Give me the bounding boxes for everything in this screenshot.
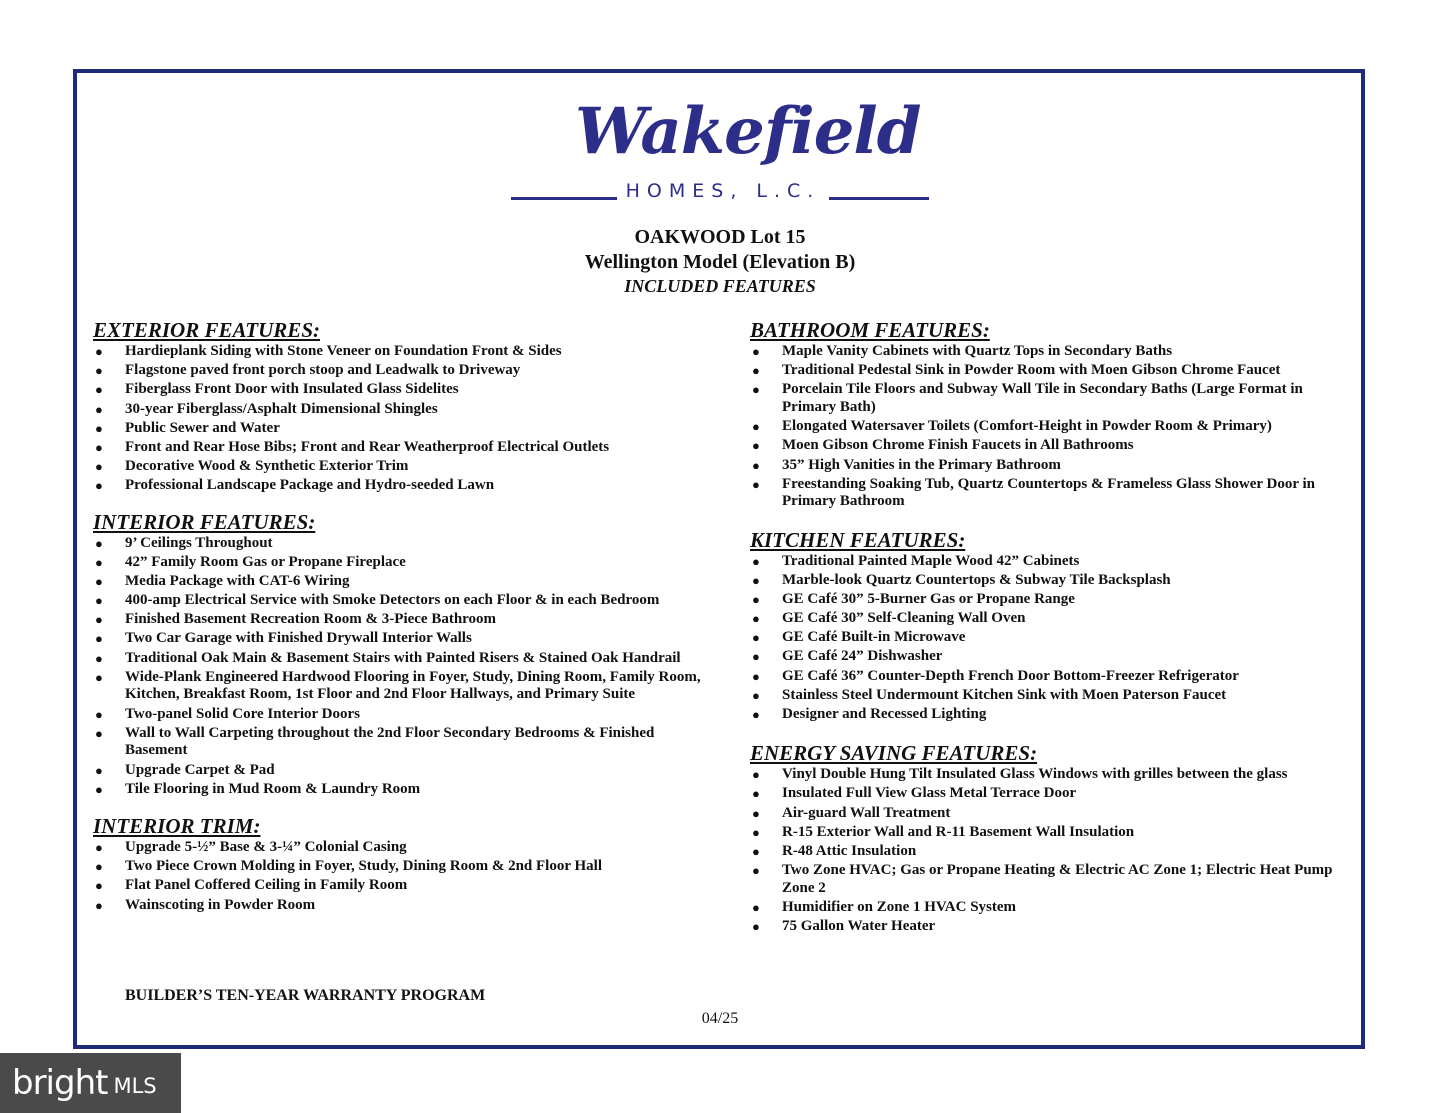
feature-item [93,725,703,760]
logo-subtitle: HOMES, L.C. [625,180,821,202]
feature-item [93,554,703,572]
feature-list [93,839,703,914]
feature-item [93,877,703,895]
feature-list [93,343,703,495]
bullet-icon: ● [95,706,103,722]
feature-text: Wall to Wall Carpeting throughout the 2nd Floor Secondary Bedrooms & Finished Basement [125,724,655,759]
feature-item [750,610,1360,628]
revision-date: 04/25 [701,1010,739,1027]
bullet-icon: ● [95,573,103,589]
feature-item [750,824,1360,842]
feature-text: Wainscoting in Powder Room [125,896,316,913]
logo-rule-left [511,197,617,200]
bullet-icon: ● [752,824,760,840]
included-features-heading: INCLUDED FEATURES [624,276,816,296]
feature-text: Vinyl Double Hung Tilt Insulated Glass Windows with grilles between the glass [782,766,1288,783]
kitchen-section [750,528,1360,724]
feature-text: Insulated Full View Glass Metal Terrace Door [782,785,1077,802]
feature-item [750,418,1360,436]
feature-item [750,766,1360,784]
feature-text: GE Café 24” Dishwasher [782,648,943,665]
feature-text: 75 Gallon Water Heater [782,918,936,935]
section-title: INTERIOR TRIM: [93,813,261,838]
feature-list [93,535,703,799]
bullet-icon: ● [95,650,103,666]
bullet-icon: ● [752,438,760,454]
watermark-suffix: MLS [113,1074,157,1098]
feature-item [93,839,703,857]
feature-text: Two Piece Crown Molding in Foyer, Study, Dining Room & 2nd Floor Hall [125,858,602,875]
bullet-icon: ● [752,805,760,821]
feature-item [93,573,703,591]
watermark-brand: bright [12,1063,108,1103]
feature-item [750,381,1360,416]
feature-item [750,591,1360,609]
bullet-icon: ● [752,419,760,435]
feature-list [750,766,1360,936]
feature-item [93,362,703,380]
feature-text: Elongated Watersaver Toilets (Comfort-Height in Powder Room & Primary) [782,418,1272,435]
feature-text: R-15 Exterior Wall and R-11 Basement Wall Insulation [782,823,1135,840]
bullet-icon: ● [95,420,103,436]
feature-item [93,535,703,553]
bullet-icon: ● [95,382,103,398]
feature-item [93,781,703,799]
feature-item [93,630,703,648]
feature-text: Professional Landscape Package and Hydro-seeded Lawn [125,477,495,494]
energy-section [750,741,1360,936]
feature-text: R-48 Attic Insulation [782,842,917,859]
feature-item [93,458,703,476]
feature-text: Marble-look Quartz Countertops & Subway Tile Backsplash [782,571,1171,588]
bullet-icon: ● [752,591,760,607]
feature-text: 400-amp Electrical Service with Smoke Detectors on each Floor & in each Bedroom [125,592,660,609]
feature-item [93,420,703,438]
bullet-icon: ● [752,863,760,879]
warranty-note: BUILDER’S TEN-YEAR WARRANTY PROGRAM [125,987,486,1004]
section-title: INTERIOR FEATURES: [93,509,316,534]
feature-text: 42” Family Room Gas or Propane Fireplace [125,553,406,570]
feature-text: Stainless Steel Undermount Kitchen Sink with Moen Paterson Faucet [782,686,1227,703]
feature-item [750,343,1360,361]
feature-text: Traditional Painted Maple Wood 42” Cabinets [782,552,1080,569]
feature-item [750,843,1360,861]
title-block [420,225,1020,297]
bullet-icon: ● [752,611,760,627]
feature-item [93,343,703,361]
feature-item [750,629,1360,647]
section-title: ENERGY SAVING FEATURES: [750,741,1038,766]
bullet-icon: ● [752,363,760,379]
bullet-icon: ● [95,439,103,455]
feature-item [93,381,703,399]
bullet-icon: ● [95,897,103,913]
bullet-icon: ● [95,535,103,551]
bright-mls-watermark [0,1053,181,1113]
model-title: Wellington Model (Elevation B) [584,251,856,273]
bullet-icon: ● [752,630,760,646]
feature-item [93,762,703,780]
bullet-icon: ● [95,478,103,494]
logo-rule-right [829,197,929,200]
feature-item [750,648,1360,666]
feature-item [93,592,703,610]
feature-text: Moen Gibson Chrome Finish Faucets in All Bathrooms [782,437,1134,454]
feature-text: Fiberglass Front Door with Insulated Glass Sidelites [125,381,459,398]
feature-item [93,706,703,724]
feature-text: Designer and Recessed Lighting [782,706,987,722]
bullet-icon: ● [95,859,103,875]
interior-trim-section [93,814,703,914]
bullet-icon: ● [752,707,760,722]
feature-item [750,918,1360,936]
feature-text: Two Car Garage with Finished Drywall Interior Walls [125,630,472,647]
feature-item [750,805,1360,823]
logo-script: Wakefield [575,94,921,169]
feature-text: Finished Basement Recreation Room & 3-Piece Bathroom [125,611,497,628]
feature-item [750,687,1360,705]
feature-item [93,858,703,876]
bullet-icon: ● [95,459,103,475]
bullet-icon: ● [95,344,103,359]
feature-text: Two Zone HVAC; Gas or Propane Heating & Electric AC Zone 1; Electric Heat Pump Zone 2 [782,862,1333,896]
exterior-section [93,318,703,495]
bullet-icon: ● [752,687,760,703]
section-title: KITCHEN FEATURES: [750,527,966,552]
feature-text: Porcelain Tile Floors and Subway Wall Tile in Secondary Baths (Large Format in Primary Bath) [782,381,1303,415]
section-title: BATHROOM FEATURES: [750,318,990,342]
bullet-icon: ● [752,899,760,915]
feature-text: Public Sewer and Water [125,419,280,436]
feature-item [750,668,1360,686]
feature-text: GE Café Built-in Microwave [782,629,966,646]
feature-text: Traditional Oak Main & Basement Stairs with Painted Risers & Stained Oak Handrail [125,649,681,666]
feature-text: Decorative Wood & Synthetic Exterior Trim [125,458,409,475]
feature-item [93,650,703,668]
bullet-icon: ● [95,669,103,685]
left-column [93,318,703,916]
feature-text: Traditional Pedestal Sink in Powder Room with Moen Gibson Chrome Faucet [782,362,1281,379]
feature-text: 30-year Fiberglass/Asphalt Dimensional Shingles [125,400,438,417]
interior-section [93,510,703,799]
wakefield-homes-logo [505,94,935,225]
feature-text: Media Package with CAT-6 Wiring [125,572,350,589]
feature-text: Humidifier on Zone 1 HVAC System [782,898,1017,915]
bullet-icon: ● [95,593,103,609]
bullet-icon: ● [752,344,760,359]
feature-item [750,476,1360,511]
right-column [750,318,1360,937]
bullet-icon: ● [95,762,103,778]
bullet-icon: ● [752,476,760,492]
bullet-icon: ● [95,554,103,570]
feature-text: GE Café 36” Counter-Depth French Door Bottom-Freezer Refrigerator [782,667,1239,684]
bathroom-section [750,318,1360,511]
bullet-icon: ● [752,553,760,569]
feature-item [93,439,703,457]
feature-item [750,362,1360,380]
feature-text: Wide-Plank Engineered Hardwood Flooring in Foyer, Study, Dining Room, Family Room, Kitchen, Breakfast Room, 1st Floor and 2nd Floor Hallways, and Primary Suite [125,668,701,703]
feature-item [93,401,703,419]
feature-item [750,706,1360,724]
bullet-icon: ● [95,725,103,741]
bullet-icon: ● [95,781,103,797]
feature-text: Flagstone paved front porch stoop and Leadwalk to Driveway [125,362,521,379]
feature-text: 9’ Ceilings Throughout [125,534,273,551]
bullet-icon: ● [95,878,103,894]
bullet-icon: ● [95,612,103,628]
feature-text: Freestanding Soaking Tub, Quartz Countertops & Frameless Glass Shower Door in Primary Bathroom [782,475,1315,510]
community-lot-title: OAKWOOD Lot 15 [634,226,806,248]
feature-item [750,572,1360,590]
bullet-icon: ● [752,786,760,802]
bullet-icon: ● [752,572,760,588]
feature-list [750,343,1360,511]
bullet-icon: ● [752,382,760,398]
feature-text: GE Café 30” 5-Burner Gas or Propane Range [782,590,1075,607]
feature-item [93,611,703,629]
feature-item [750,457,1360,475]
bullet-icon: ● [752,843,760,859]
bullet-icon: ● [95,839,103,855]
feature-text: Tile Flooring in Mud Room & Laundry Room [125,780,421,797]
feature-item [750,899,1360,917]
feature-text: Maple Vanity Cabinets with Quartz Tops in Secondary Baths [782,343,1173,359]
feature-list [750,553,1360,724]
feature-text: Two-panel Solid Core Interior Doors [125,705,360,722]
feature-text: Hardieplank Siding with Stone Veneer on Foundation Front & Sides [125,343,562,359]
feature-item [750,862,1360,897]
feature-item [750,553,1360,571]
feature-item [750,437,1360,455]
feature-text: Upgrade 5-½” Base & 3-¼” Colonial Casing [125,838,407,855]
feature-text: Upgrade Carpet & Pad [125,761,275,778]
bullet-icon: ● [95,363,103,379]
bullet-icon: ● [752,919,760,935]
section-title: EXTERIOR FEATURES: [93,318,320,342]
feature-text: Air-guard Wall Treatment [782,804,951,821]
feature-text: Flat Panel Coffered Ceiling in Family Room [125,877,408,894]
bullet-icon: ● [752,457,760,473]
bullet-icon: ● [95,401,103,417]
feature-item [93,477,703,495]
feature-item [93,669,703,704]
feature-text: GE Café 30” Self-Cleaning Wall Oven [782,610,1026,627]
feature-item [750,785,1360,803]
bullet-icon: ● [752,649,760,665]
bullet-icon: ● [752,668,760,684]
feature-text: Front and Rear Hose Bibs; Front and Rear Weatherproof Electrical Outlets [125,438,610,455]
feature-text: 35” High Vanities in the Primary Bathroom [782,456,1061,473]
bullet-icon: ● [752,767,760,783]
bullet-icon: ● [95,631,103,647]
feature-item [93,897,703,915]
